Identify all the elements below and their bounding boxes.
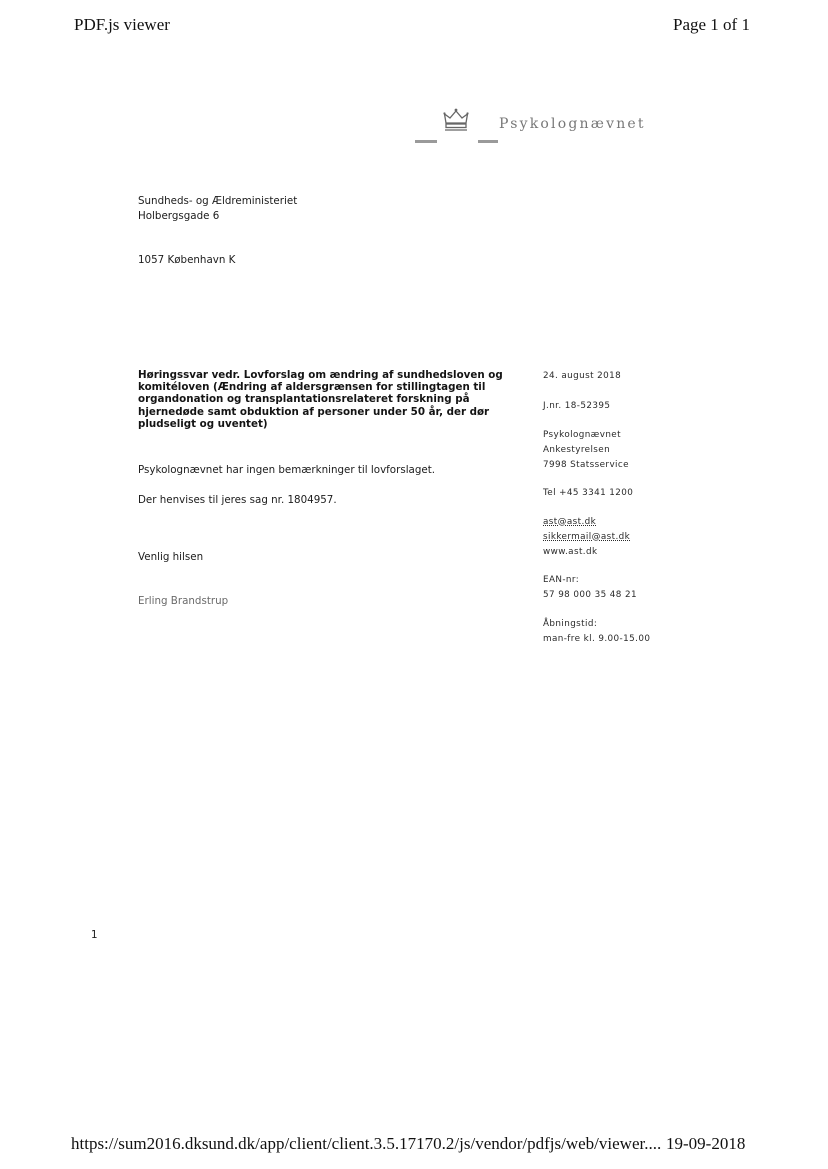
journal-number: J.nr. 18-52395 <box>543 401 611 411</box>
secure-email-link[interactable]: sikkermail@ast.dk <box>543 532 631 542</box>
phone-number: Tel +45 3341 1200 <box>543 488 634 498</box>
letter-date: 24. august 2018 <box>543 371 622 381</box>
sender-address-3: 7998 Statsservice <box>543 460 629 470</box>
body-paragraph-2: Der henvises til jeres sag nr. 1804957. <box>138 494 337 506</box>
page-number: 1 <box>91 929 98 941</box>
sender-address-1: Psykolognævnet <box>543 430 621 440</box>
recipient-name: Sundheds- og Ældreministeriet <box>138 195 298 207</box>
footer-date: 19-09-2018 <box>666 1134 746 1153</box>
ean-value: 57 98 000 35 48 21 <box>543 590 637 600</box>
letter-subject: Høringssvar vedr. Lovforslag om ændring af sundhedsloven og komitéloven (Ændring af aldersgrænsen for stillingtagen til organdonation og transplantationsrelateret forskning på hjernedøde samt obduktion af personer under 50 år, der dør pludseligt og uventet) <box>138 369 503 430</box>
logo-rule-right <box>478 140 498 143</box>
signature: Erling Brandstrup <box>138 595 229 607</box>
logo-org-name: Psykolognævnet <box>499 116 646 132</box>
ean-label: EAN-nr: <box>543 575 580 585</box>
website-link[interactable]: www.ast.dk <box>543 547 598 557</box>
crown-icon <box>443 108 469 136</box>
viewer-title: PDF.js viewer <box>74 15 170 34</box>
email-link[interactable]: ast@ast.dk <box>543 517 597 527</box>
sender-address-2: Ankestyrelsen <box>543 445 611 455</box>
opening-hours-value: man-fre kl. 9.00-15.00 <box>543 634 651 644</box>
recipient-city: 1057 København K <box>138 254 236 266</box>
recipient-street: Holbergsgade 6 <box>138 210 220 222</box>
page-indicator: Page 1 of 1 <box>673 15 750 34</box>
footer-url: https://sum2016.dksund.dk/app/client/client.3.5.17170.2/js/vendor/pdfjs/web/viewer.... <box>71 1134 662 1153</box>
body-paragraph-1: Psykolognævnet har ingen bemærkninger til lovforslaget. <box>138 464 436 476</box>
opening-hours-label: Åbningstid: <box>543 619 598 629</box>
closing: Venlig hilsen <box>138 551 204 563</box>
logo-rule-left <box>415 140 437 143</box>
